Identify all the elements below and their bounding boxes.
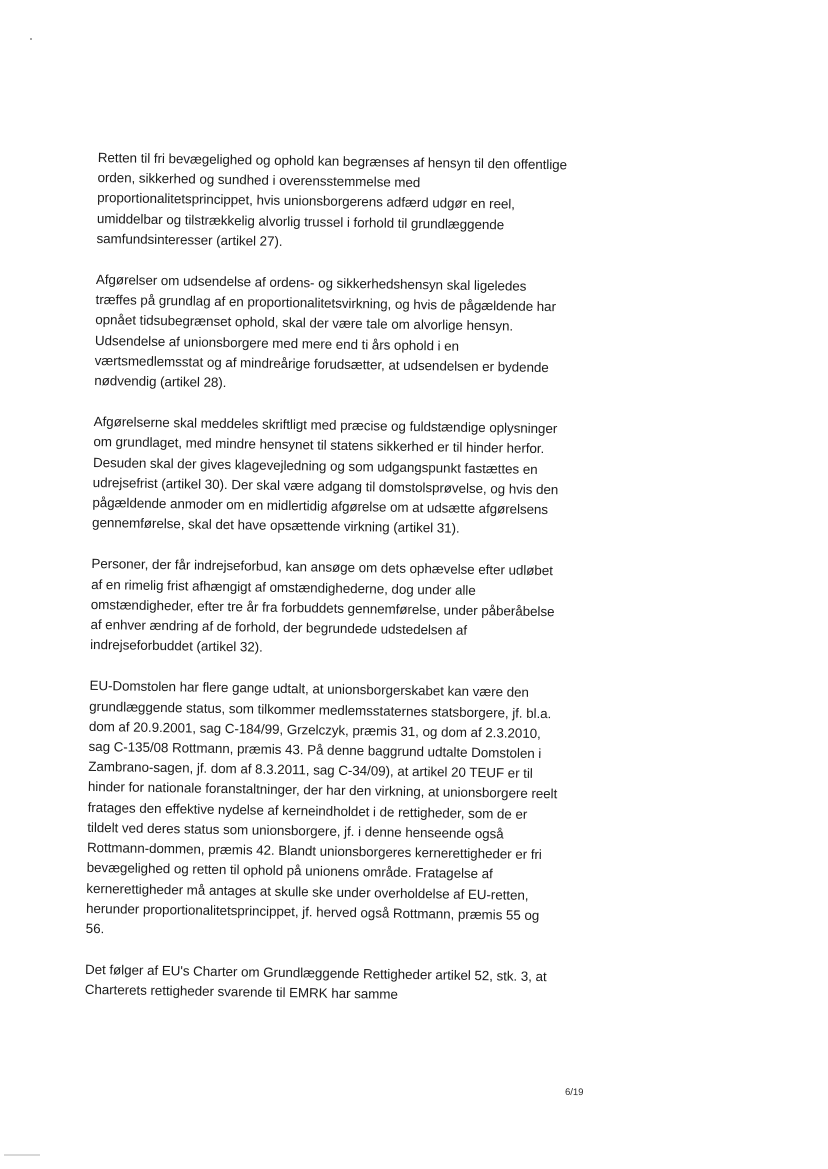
document-body — [84, 148, 568, 1029]
page-number: 6/19 — [564, 1086, 584, 1099]
paragraph-expulsion-decisions: Afgørelser om udsendelse af ordens- og sikkerhedshensyn skal ligeledes træffes på grundlag af en proportionalitetsvirkning, og hvis de pågældende har opnået tidsubegrænset ophold, skal der være tale om alvorlige hensyn. Udsendelse af unionsborgere med mere end ti års ophold i en værtsmedlemsstat og af mindreårige forudsætter, at udsendelsen er bydende nødvendig (artikel 28). — [94, 272, 557, 391]
paragraph-charter-article-52: Det følger af EU's Charter om Grundlæggende Rettigheder artikel 52, stk. 3, at Charterets rettigheder svarende til EMRK har samme — [84, 962, 547, 1003]
paragraph-eu-court-citizenship: EU-Domstolen har flere gange udtalt, at unionsborgerskabet kan være den grundlæggende status, som tilkommer medlemsstaternes statsborgere, jf. bl.a. dom af 20.9.2001, sag C-184/99, Grzelczyk, præmis 31, og dom af 2.3.2010, sag C-135/08 Rottmann, præmis 43. På denne baggrund udtalte Domstolen i Zambrano-sagen, jf. dom af 8.3.2011, sag C-34/09), at artikel 20 TEUF er til hinder for nationale foranstaltninger, der har den virkning, at unionsborgere reelt fratages den effektive nydelse af kerneindholdet i de rettigheder, som de er tildelt ved deres status som unionsborgere, jf. i denne henseende også Rottmann-dommen, præmis 42. Blandt unionsborgeres kernerettigheder er fri bevægelighed og retten til ophold på unionens område. Fratagelse af kernerettigheder må antages at skulle ske under overholdelse af EU-retten, herunder proportionalitetsprincippet, jf. herved også Rottmann, præmis 55 og 56. — [85, 678, 558, 937]
paragraph-entry-ban-lifting: Personer, der får indrejseforbud, kan ansøge om dets ophævelse efter udløbet af en rimelig frist afhængigt af omstændighederne, dog under alle omstændigheder, efter tre år fra forbuddets gennemførelse, under påberåbelse af enhver ændring af de forhold, der begrundede udstedelsen af indrejseforbuddet (artikel 32). — [90, 556, 555, 655]
paragraph-right-to-free-movement: Retten til fri bevægelighed og ophold kan begrænses af hensyn til den offentlige orden, sikkerhed og sundhed i overensstemmelse med proportionalitetsprincippet, hvis unionsborgerens adfærd udgør en reel, umiddelbar og tilstrækkelig alvorlig trussel i forhold til grundlæggende samfundsinteresser (artikel 27). — [96, 149, 568, 249]
paragraph-written-notification: Afgørelserne skal meddeles skriftligt med præcise og fuldstændige oplysninger om grundlaget, med mindre hensynet til statens sikkerhed er til hinder herfor. Desuden skal der gives klagevejledning og som udgangspunkt fastættes en udrejsefrist (artikel 30). Der skal være adgang til domstolsprøvelse, og hvis den pågældende anmoder om en midlertidig afgørelse om at udsætte afgørelsens gennemførelse, skal det have opsættende virkning (artikel 31). — [91, 414, 559, 536]
scan-edge-mark — [4, 1154, 40, 1156]
scan-speck — [30, 38, 32, 40]
